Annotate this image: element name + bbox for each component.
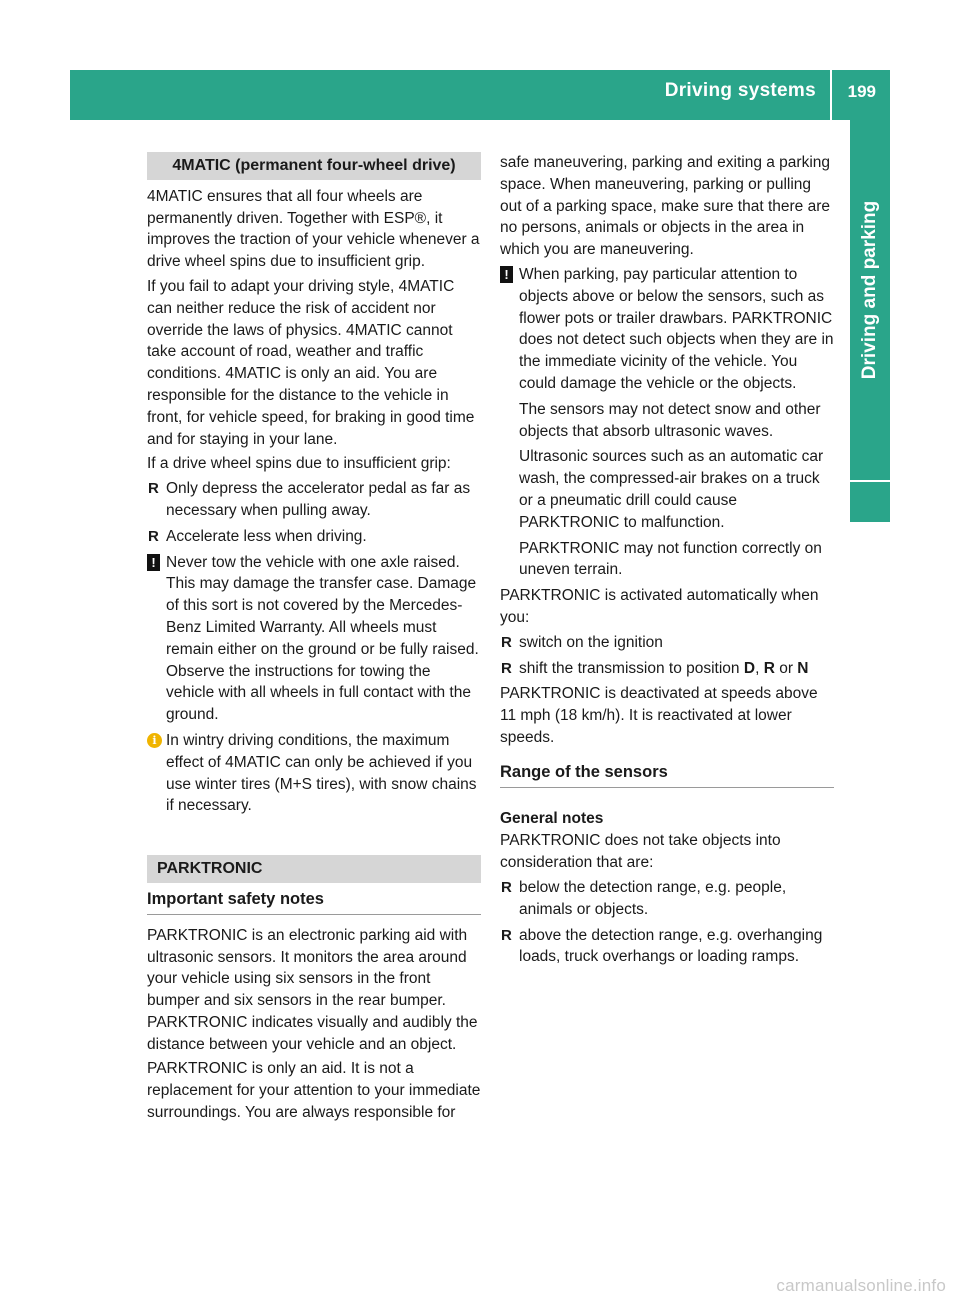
spacer [500, 752, 834, 762]
minor-heading-general-notes: General notes [500, 809, 604, 827]
page-header [70, 70, 890, 120]
list-item [500, 925, 834, 969]
list-item-text: or [774, 659, 798, 677]
list-item-text: below the detection range, e.g. people, animals or objects. [519, 878, 787, 918]
left-column [147, 152, 481, 1127]
paragraph: PARKTRONIC is deactivated at speeds above 11 mph (18 km/h). It is reactivated at lower speeds. [500, 685, 818, 746]
section-title-parktronic: PARKTRONIC [147, 855, 481, 883]
warning-text: When parking, pay particular attention to objects above or below the sensors, such as flower pots or trailer drawbars. PARKTRONIC does not detect such objects when they are in the immediate vicinity of the vehicle. You could damage the vehicle or the objects. [519, 265, 834, 392]
list-item [500, 658, 834, 680]
list-item-text: Accelerate less when driving. [166, 527, 367, 545]
gear-position-n: N [797, 659, 809, 677]
list-item [147, 478, 481, 522]
warning-text: The sensors may not detect snow and other objects that absorb ultrasonic waves. [519, 400, 821, 440]
info-text: In wintry driving conditions, the maximum effect of 4MATIC can only be achieved if you use winter tires (M+S tires), with snow chains if necessary. [166, 731, 477, 815]
paragraph: If you fail to adapt your driving style, 4MATIC can neither reduce the risk of accident nor override the laws of physics. 4MATIC cannot take account of road, weather and traffic conditions. 4MATIC is only an aid. You are responsible for the distance to the vehicle in front, for vehicle speed, for braking in good time and for staying in your lane. [147, 277, 475, 448]
list-item [147, 526, 481, 548]
header-title: Driving systems [664, 80, 816, 101]
warning-text: PARKTRONIC may not function correctly on uneven terrain. [519, 539, 822, 579]
list-item [500, 632, 834, 654]
paragraph: PARKTRONIC does not take objects into consideration that are: [500, 832, 781, 872]
bullet-icon: R [148, 527, 159, 545]
warning-note [147, 552, 481, 726]
header-divider [830, 70, 832, 120]
info-note [147, 730, 481, 817]
list-item-text: above the detection range, e.g. overhanging loads, truck overhangs or loading ramps. [519, 926, 823, 966]
warning-icon: ! [500, 266, 513, 283]
list-item-text: , [755, 659, 764, 677]
section-title-4matic: 4MATIC (permanent four-wheel drive) [147, 152, 481, 180]
warning-text: Never tow the vehicle with one axle raised. This may damage the transfer case. Damage of this sort is not covered by the Mercedes-Benz Limited Warranty. All wheels must remain either on the ground or be fully raised. Observe the instructions for towing the vehicle with all wheels in full contact with the ground. [166, 553, 479, 724]
warning-note [500, 264, 834, 581]
list-item [500, 877, 834, 921]
paragraph: PARKTRONIC is an electronic parking aid with ultrasonic sensors. It monitors the area around your vehicle using six sensors in the front bumper and six sensors in the rear bumper. PARKTRONIC indicates visually and audibly the distance between your vehicle and an object. [147, 926, 478, 1053]
bullet-icon: R [501, 659, 512, 677]
right-column [500, 152, 834, 972]
paragraph: PARKTRONIC is activated automatically when you: [500, 587, 819, 626]
chapter-tab [850, 120, 890, 480]
gear-position-d: D [743, 659, 756, 677]
info-icon: i [147, 733, 162, 748]
subsection-title-safety: Important safety notes [147, 889, 481, 915]
paragraph: If a drive wheel spins due to insufficient grip: [147, 455, 451, 473]
paragraph: 4MATIC ensures that all four wheels are permanently driven. Together with ESP®, it improves the traction of your vehicle whenever a drive wheel spins due to insufficient grip. [147, 187, 480, 271]
list-item-text: Only depress the accelerator pedal as far as necessary when pulling away. [166, 480, 471, 519]
watermark: carmanualsonline.info [776, 1276, 946, 1295]
chapter-tab-marker [850, 482, 890, 522]
list-item-text: switch on the ignition [519, 633, 663, 651]
spacer [500, 798, 834, 808]
bullet-icon: R [501, 926, 512, 944]
list-item-text: shift the transmission to position [519, 659, 744, 677]
gear-position-r: R [763, 659, 775, 677]
chapter-tab-label: Driving and parking [859, 200, 880, 380]
bullet-icon: R [501, 633, 512, 651]
subsection-title-range: Range of the sensors [500, 762, 834, 788]
paragraph: safe maneuvering, parking and exiting a parking space. When maneuvering, parking or pulling out of a parking space, make sure that there are no persons, animals or objects in the area in which you are maneuvering. [500, 154, 831, 259]
bullet-icon: R [501, 878, 512, 896]
page-number: 199 [847, 82, 876, 101]
warning-text: Ultrasonic sources such as an automatic car wash, the compressed-air brakes on a truck or a pneumatic drill could cause PARKTRONIC to malfunction. [519, 448, 824, 531]
paragraph: PARKTRONIC is only an aid. It is not a replacement for your attention to your immediate surroundings. You are always responsible for [147, 1060, 481, 1122]
spacer [147, 821, 481, 855]
warning-icon: ! [147, 554, 160, 571]
bullet-icon: R [148, 480, 159, 498]
